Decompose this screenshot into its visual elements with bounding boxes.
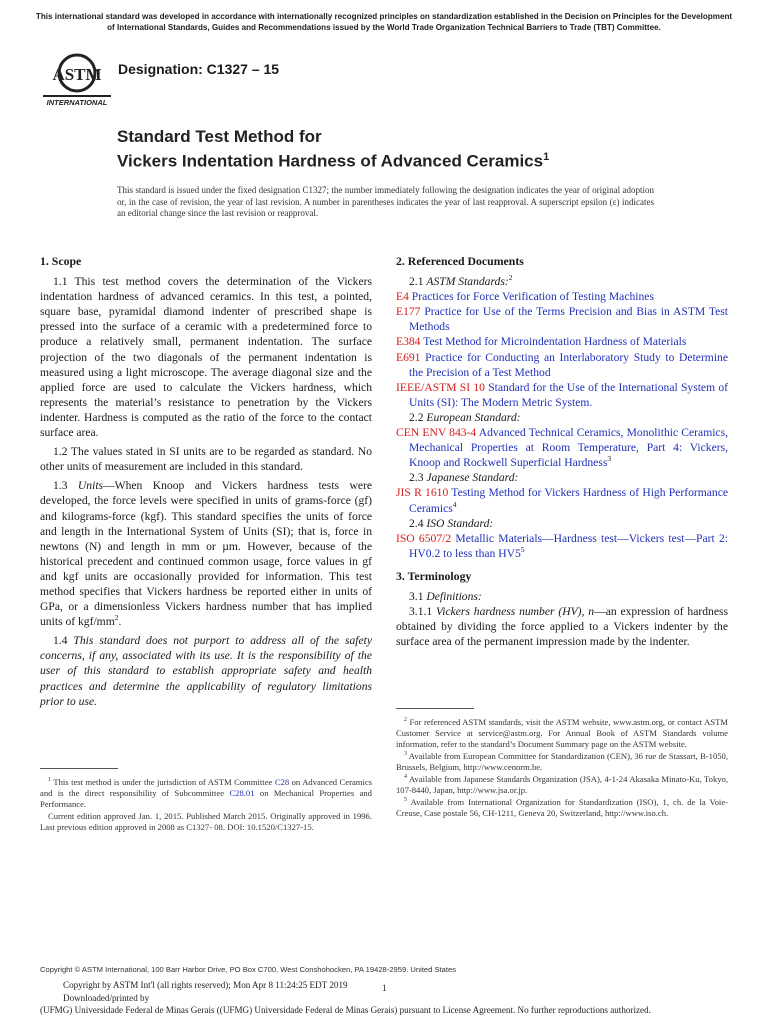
- footnote-mark: 1: [48, 777, 51, 784]
- footnote-mark: 3: [404, 751, 407, 758]
- reference-title[interactable]: Metallic Materials—Hardness test—Vickers test—Part 2: HV0.2 to less than HV5: [409, 531, 728, 560]
- standard-intro: This standard is issued under the fixed designation C1327; the number immediately following the designation indicates the year of original adoption or, in the case of revision, the year of last revision. A number in parentheses indicates the year of last reapproval. A superscript epsilon (ε) indicates an editorial change since the last revision or reapproval.: [117, 185, 654, 219]
- astm-logo: [41, 50, 113, 108]
- reference-e384[interactable]: [396, 334, 728, 349]
- subsection-title: ASTM Standards:: [426, 275, 509, 289]
- iso-standard-label: [396, 516, 728, 531]
- footnote-text: Available from Japanese Standards Organization (JSA), 4-1-24 Akasaka Minato-Ku, Tokyo, 107-8440, Japan, http://www.jsa.or.jp.: [396, 774, 728, 795]
- logo-text: ASTM: [52, 65, 102, 84]
- page-number: 1: [382, 983, 387, 993]
- reference-code[interactable]: CEN ENV 843-4: [396, 426, 477, 440]
- subsection-num: 2.3: [409, 471, 427, 485]
- title-line-2: Vickers Indentation Hardness of Advanced Ceramics: [117, 151, 544, 171]
- subcommittee-c28-01-link[interactable]: C28.01: [229, 788, 255, 798]
- european-standard-label: [396, 410, 728, 425]
- subsection-title: European Standard:: [426, 410, 521, 424]
- reference-cen-env-843-4[interactable]: [396, 425, 728, 470]
- download-watermark: [40, 979, 743, 1017]
- scope-1-4-text: This standard does not purport to address all of the safety concerns, if any, associated with its use. It is the responsibility of the user of this standard to establish appropriate safety and health practices and determine the applicability of regulatory limitations prior to use.: [40, 634, 373, 708]
- footnote-text: Available from European Committee for Standardization (CEN), 36 rue de Stassart, B-1050, Brussels, Belgium, http://www.cenorm.be.: [396, 751, 728, 772]
- reference-e4[interactable]: [396, 289, 728, 304]
- reference-jis-r-1610[interactable]: [396, 485, 728, 515]
- footnote-text: For referenced ASTM standards, visit the ASTM website, www.astm.org, or contact ASTM Customer Service at service@astm.org. For Annual Book of ASTM Standards volume information, refer to the standard’s Document Summary page on the ASTM website.: [396, 717, 728, 749]
- footnotes-left: [40, 768, 372, 834]
- subsection-num: 2.4: [409, 516, 427, 530]
- footnote-text: on Mechanical Properties and Performance.: [40, 788, 372, 809]
- right-column: [396, 254, 728, 653]
- definition-term: Vickers hardness number (HV), n: [436, 605, 595, 619]
- left-column: [40, 254, 372, 713]
- footnote-3: [396, 751, 728, 773]
- definitions-label: [396, 589, 728, 604]
- designation: Designation: C1327 – 15: [118, 61, 280, 77]
- definition-vickers-hardness-number: [396, 604, 728, 649]
- reference-title[interactable]: Testing Method for Vickers Hardness of High Performance Ceramics: [409, 486, 728, 515]
- subsection-num: 2.2: [409, 410, 427, 424]
- footnote-text: Available from International Organization for Standardization (ISO), 1, ch. de la Voie-Creuse, Case postale 56, CH-1211, Geneva 20, Switzerland, http://www.iso.ch.: [396, 797, 728, 818]
- reference-title[interactable]: Test Method for Microindentation Hardness of Materials: [423, 335, 687, 349]
- scope-1-1: 1.1 This test method covers the determination of the Vickers indentation hardness of advanced ceramics. In this test, a pointed, square base, pyramidal diamond indenter of prescribed shape is pressed into the surface of a ceramic with a predetermined force to produce a relatively small, permanent indentation. The surface projection of the two diagonals of the permanent indentation is measured using a light microscope. The average diagonal size and the applied force are used to calculate the Vickers hardness, which represents the material’s resistance to penetration by the Vickers indenter. Hardness is computed as the ratio of the force to the contact surface area.: [40, 275, 372, 440]
- scope-1-3: [40, 478, 372, 629]
- reference-title[interactable]: Practice for Use of the Terms Precision and Bias in ASTM Test Methods: [409, 305, 729, 334]
- subsection-num: 2.1: [409, 275, 427, 289]
- japanese-standard-label: [396, 470, 728, 485]
- scope-1-3-text: —When Knoop and Vickers hardness tests were developed, the force levels were specified in units of grams-force (gf) and kilograms-force (kgf). This standard specifies the units of force and length in the International System of Units (SI); that is, force in newtons (N) and length in mm or µm. However, because of the historical precedent and continued common usage, force values in gf and kgf units are occasionally provided for information. This test method specifies that Vickers hardness be reported either in units of GPa, or a dimensionless Vickers hardness number that has implied units of kgf/mm: [40, 479, 372, 629]
- subsection-title: Japanese Standard:: [426, 471, 519, 485]
- scope-heading: 1. Scope: [40, 254, 82, 268]
- reference-title[interactable]: Advanced Technical Ceramics, Monolithic Ceramics, Mechanical Properties at Room Temperature, Part 4: Vickers, Knoop and Rockwell Superficial Hardness: [409, 426, 728, 470]
- document-title: [117, 126, 717, 172]
- copyright-line: Copyright © ASTM International, 100 Barr Harbor Drive, PO Box C700, West Conshohocken, PA 19428-2959. United States: [40, 965, 457, 974]
- subsection-title: Definitions:: [426, 589, 482, 603]
- footnote-text: This test method is under the jurisdiction of ASTM Committee: [51, 777, 275, 787]
- reference-code[interactable]: E4: [396, 290, 409, 304]
- footnote-mark: 4: [452, 499, 457, 509]
- footnote-mark: 5: [404, 797, 407, 804]
- download-line-1: Copyright by ASTM Int'l (all rights reserved); Mon Apr 8 11:24:25 EDT 2019: [63, 980, 348, 990]
- reference-code[interactable]: ISO 6507/2: [396, 531, 452, 545]
- scope-1-3-end: .: [118, 615, 122, 629]
- footnote-5: [396, 797, 728, 819]
- reference-si10[interactable]: [396, 380, 728, 410]
- footnote-mark: 3: [607, 454, 612, 464]
- footnote-1-edition: Current edition approved Jan. 1, 2015. Published March 2015. Originally approved in 1996. Last previous edition approved in 2008 as C1327- 08. DOI: 10.1520/C1327-15.: [40, 811, 372, 832]
- logo-subtext: INTERNATIONAL: [46, 98, 108, 107]
- download-line-2: Downloaded/printed by: [63, 992, 150, 1003]
- title-footnote-mark: 1: [543, 151, 550, 163]
- footnote-mark: 2: [404, 717, 407, 724]
- reference-code[interactable]: E691: [396, 350, 421, 364]
- astm-standards-label: [396, 274, 728, 289]
- committee-c28-link[interactable]: C28: [274, 777, 290, 787]
- reference-e177[interactable]: [396, 304, 728, 334]
- referenced-documents-heading: 2. Referenced Documents: [396, 254, 524, 268]
- reference-title[interactable]: Practice for Conducting an Interlaboratory Study to Determine the Precision of a Test Method: [409, 350, 728, 379]
- reference-code[interactable]: IEEE/ASTM SI 10: [396, 380, 485, 394]
- title-line-1: Standard Test Method for: [117, 127, 322, 146]
- scope-1-4: [40, 633, 372, 708]
- footnote-2: [396, 717, 728, 750]
- download-line-3: (UFMG) Universidade Federal de Minas Gerais ((UFMG) Universidade Federal de Minas Gerais) pursuant to License Agreement. No further reproductions authorized.: [40, 1005, 651, 1015]
- footnote-4: [396, 774, 728, 796]
- definition-num: 3.1.1: [409, 605, 437, 619]
- reference-title[interactable]: Practices for Force Verification of Testing Machines: [411, 290, 654, 304]
- footnote-rule: [396, 708, 474, 709]
- reference-code[interactable]: JIS R 1610: [396, 486, 449, 500]
- footnote-text: on Advanced Ceramics and is the direct responsibility of Subcommittee: [40, 777, 372, 798]
- definition-text: —an expression of hardness obtained by dividing the force applied to a Vickers indenter by the surface area of the permanent impression made by the indenter.: [396, 605, 728, 649]
- footnotes-right: [396, 708, 728, 820]
- reference-title[interactable]: Standard for the Use of the International System of Units (SI): The Modern Metric System.: [409, 380, 729, 409]
- scope-1-3-title: Units: [77, 479, 104, 493]
- scope-1-3-sup: 2: [114, 613, 119, 623]
- footnote-mark: 2: [508, 273, 513, 283]
- footnote-mark: 5: [520, 544, 525, 554]
- subsection-num: 3.1: [409, 589, 427, 603]
- reference-code[interactable]: E177: [396, 305, 421, 319]
- subsection-title: ISO Standard:: [426, 516, 494, 530]
- scope-1-2: 1.2 The values stated in SI units are to be regarded as standard. No other units of measurement are included in this standard.: [40, 445, 372, 474]
- footnote-mark: 4: [404, 774, 407, 781]
- scope-1-4-num: 1.4: [53, 634, 74, 648]
- scope-1-3-num: 1.3: [53, 479, 78, 493]
- footnote-1: [40, 777, 372, 810]
- terminology-heading: 3. Terminology: [396, 568, 472, 583]
- reference-code[interactable]: E384: [396, 335, 421, 349]
- reference-iso-6507-2[interactable]: [396, 531, 728, 561]
- footnote-rule: [40, 768, 118, 769]
- reference-e691[interactable]: [396, 350, 728, 380]
- wto-notice: This international standard was developed in accordance with internationally recognized principles on standardization established in the Decision on Principles for the Development of International Standards, Guides and Recommendations issued by the World Trade Organization Technical Barriers to Trade (TBT) Committee.: [35, 12, 733, 32]
